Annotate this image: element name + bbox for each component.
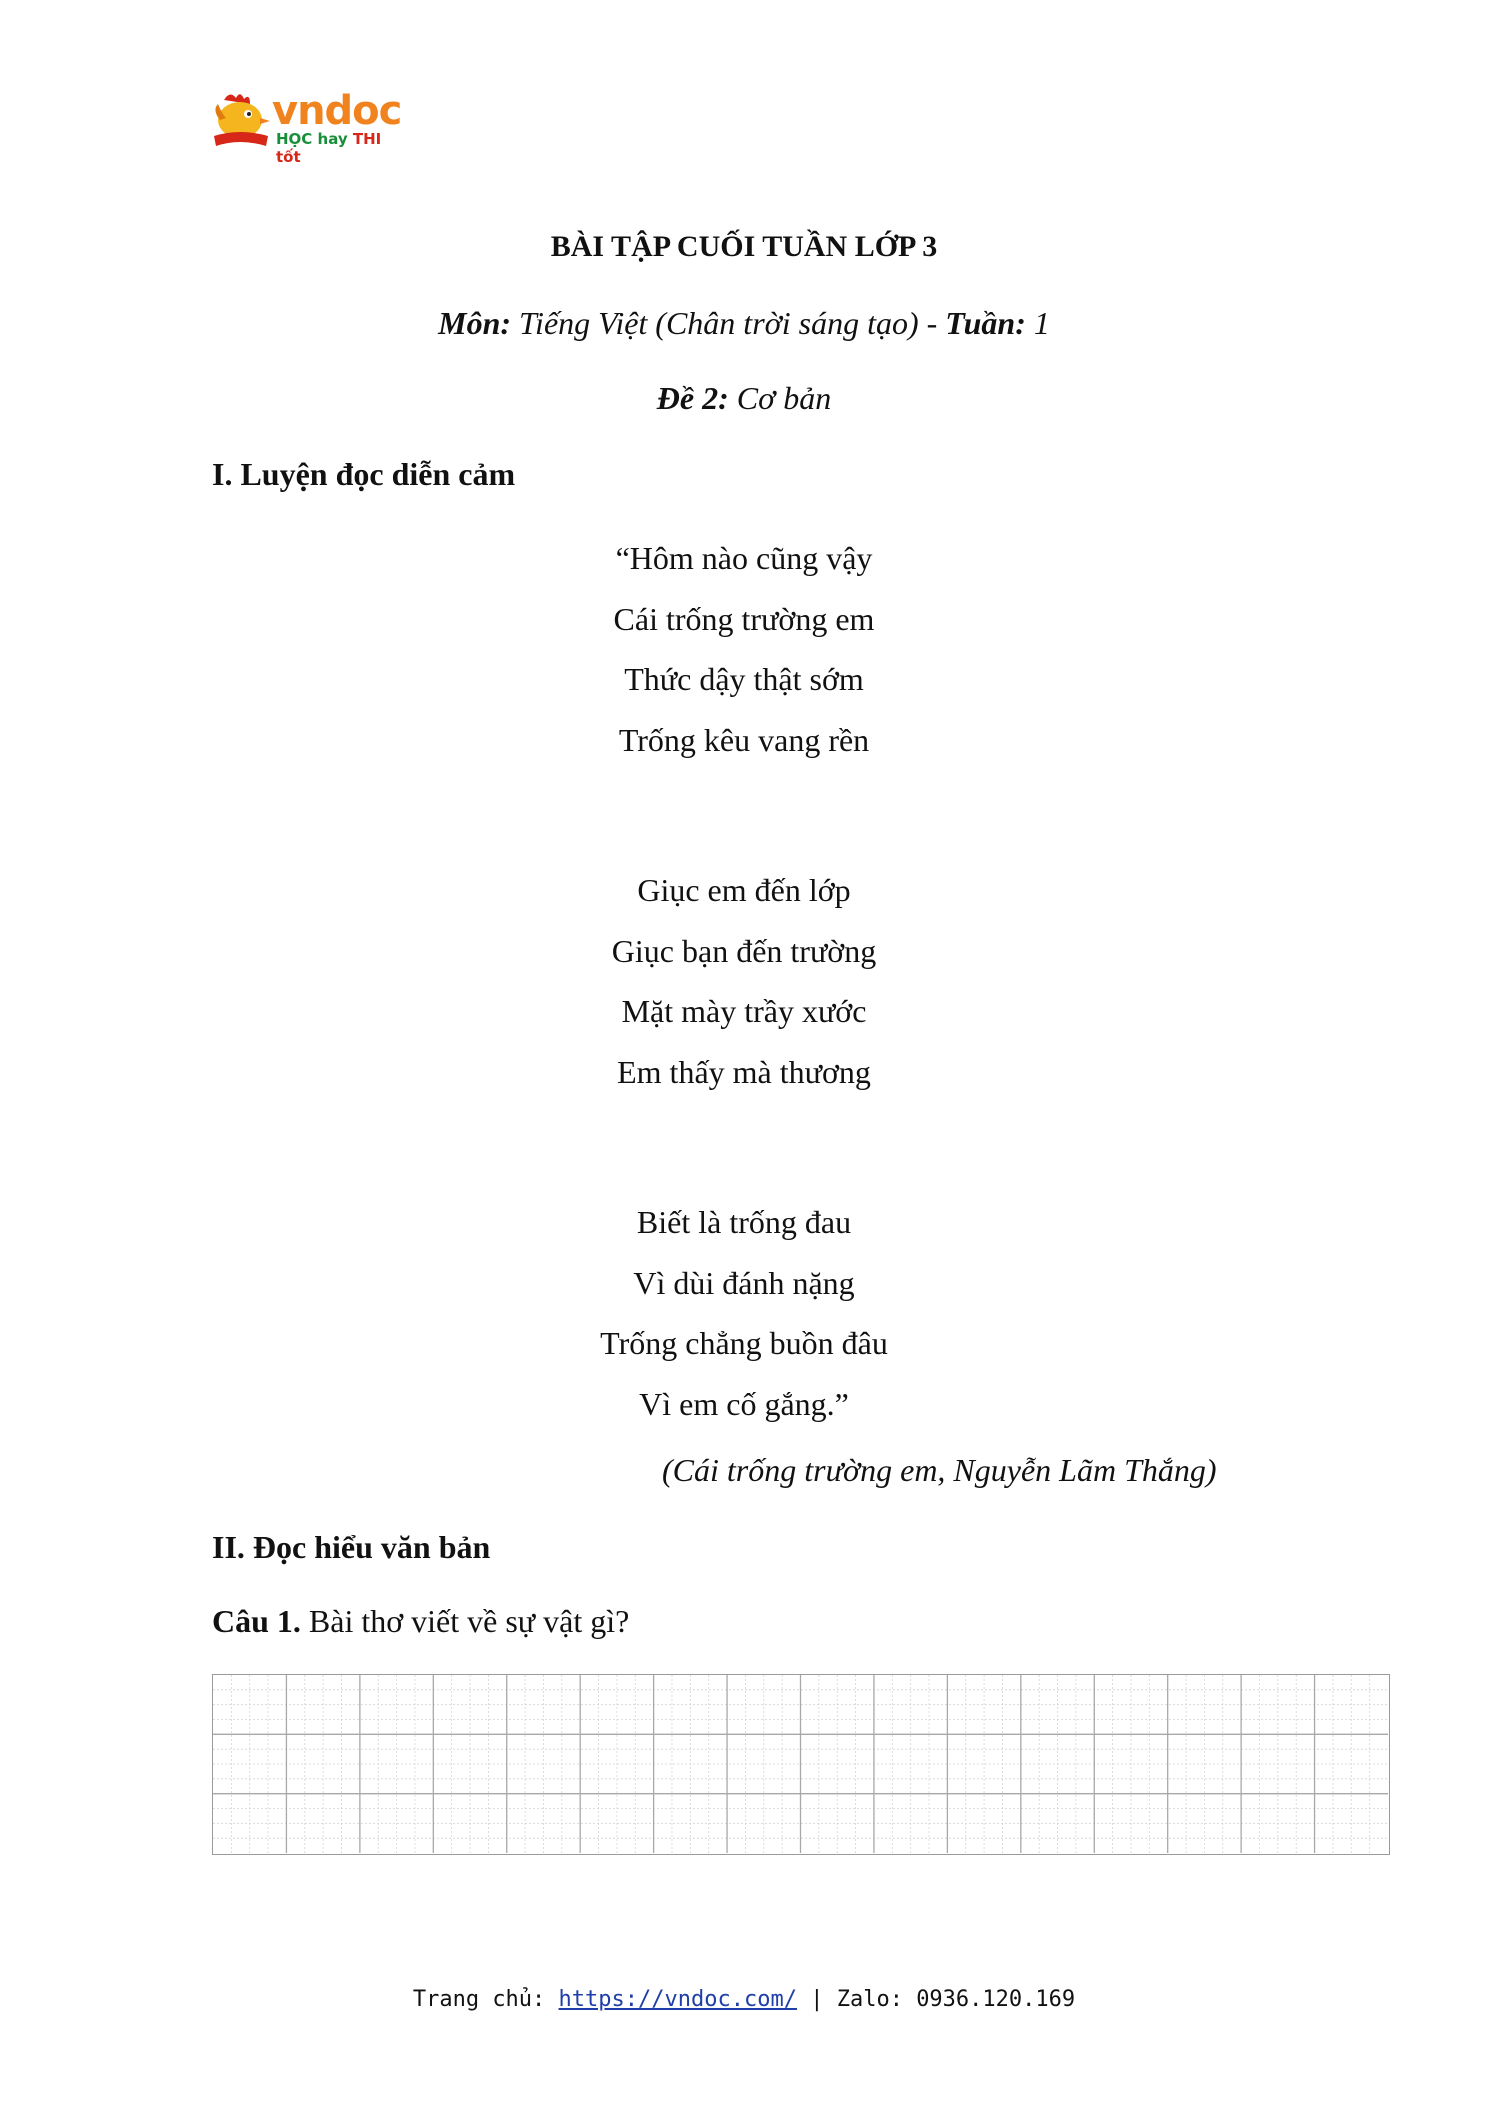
poem-line: “Hôm nào cũng vậy: [615, 540, 873, 576]
poem-stanza: [0, 1192, 1488, 1434]
vndoc-logo: [210, 88, 410, 166]
poem-line: Vì em cố gắng.”: [639, 1385, 849, 1422]
question-label: Câu 1.: [212, 1603, 301, 1639]
footer-zalo: Zalo: 0936.120.169: [836, 1987, 1076, 2012]
page-footer: [0, 1985, 1488, 2015]
logo-wordmark: vndoc: [272, 88, 402, 134]
exam-value: Cơ bản: [728, 380, 832, 416]
exam-line: [0, 378, 1488, 418]
footer-separator: |: [796, 1987, 837, 2012]
poem-line: Vì dùi đánh nặng: [633, 1264, 855, 1301]
week-value: 1: [1025, 305, 1050, 341]
document-title: BÀI TẬP CUỐI TUẦN LỚP 3: [550, 230, 938, 263]
exam-label: Đề 2:: [656, 380, 729, 416]
rooster-mascot-icon: [210, 90, 272, 150]
footer-home-link[interactable]: https://vndoc.com/: [558, 1987, 797, 2012]
poem-line: Giục bạn đến trường: [611, 932, 877, 969]
poem-line: Thức dậy thật sớm: [624, 661, 864, 697]
answer-writing-grid[interactable]: [212, 1674, 1390, 1855]
poem-line: Biết là trống đau: [636, 1204, 852, 1240]
grid-lines: [213, 1675, 1388, 1853]
subject-value: Tiếng Việt (Chân trời sáng tạo) -: [511, 305, 946, 341]
question-text: Bài thơ viết về sự vật gì?: [300, 1603, 630, 1639]
poem-stanza: [0, 860, 1488, 1102]
poem-line: Mặt mày trầy xước: [621, 993, 867, 1029]
poem-source: (Cái trống trường em, Nguyễn Lãm Thắng): [662, 1452, 1217, 1488]
poem-line: Giục em đến lớp: [637, 872, 851, 908]
poem: [0, 528, 1488, 1524]
question-1: [212, 1601, 629, 1641]
poem-line: Trống kêu vang rền: [618, 721, 870, 758]
section-heading-comprehension: II. Đọc hiểu văn bản: [212, 1529, 491, 1565]
slogan-red: THI tốt: [276, 130, 382, 166]
poem-line: Em thấy mà thương: [617, 1053, 871, 1090]
poem-line: Cái trống trường em: [613, 600, 875, 637]
subject-line: [0, 303, 1488, 343]
subject-label: Môn:: [438, 305, 512, 341]
week-label: Tuần:: [945, 305, 1026, 341]
poem-stanza: [0, 528, 1488, 770]
poem-line: Trống chẳng buồn đâu: [600, 1325, 888, 1361]
section-heading-reading: I. Luyện đọc diễn cảm: [212, 456, 516, 492]
slogan-green: HỌC hay: [276, 130, 348, 148]
footer-home-label: Trang chủ:: [412, 1987, 559, 2012]
logo-slogan: [276, 130, 410, 166]
